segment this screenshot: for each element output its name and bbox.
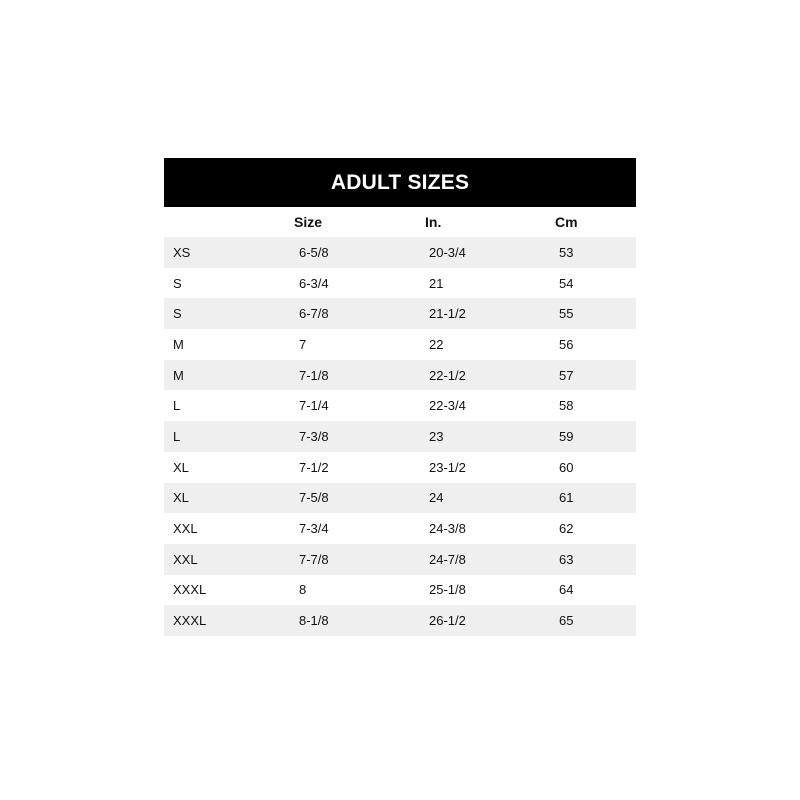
size-label-cell: L xyxy=(173,428,181,444)
table-row xyxy=(164,575,636,606)
hat-size-cell: 7-7/8 xyxy=(299,551,329,567)
size-label-cell: S xyxy=(173,306,182,322)
hat-size-cell: 7-3/8 xyxy=(299,428,329,444)
table-row xyxy=(164,390,636,421)
cm-cell: 53 xyxy=(559,244,574,260)
size-label-cell: M xyxy=(173,336,184,352)
size-label-cell: XXXL xyxy=(173,582,207,598)
cm-cell: 65 xyxy=(559,613,574,629)
table-row xyxy=(164,544,636,575)
cm-cell: 58 xyxy=(559,398,574,414)
size-label-cell: XL xyxy=(173,490,189,506)
table-row xyxy=(164,513,636,544)
cm-cell: 63 xyxy=(559,551,574,567)
size-label-cell: XS xyxy=(173,244,191,260)
inches-cell: 23-1/2 xyxy=(429,459,466,475)
hat-size-cell: 6-3/4 xyxy=(299,275,329,291)
table-row xyxy=(164,237,636,268)
cm-cell: 64 xyxy=(559,582,574,598)
inches-cell: 24-3/8 xyxy=(429,521,466,537)
cm-cell: 59 xyxy=(559,428,574,444)
inches-cell: 23 xyxy=(429,428,444,444)
hat-size-cell: 6-7/8 xyxy=(299,306,329,322)
size-label-cell: L xyxy=(173,398,181,414)
size-label-cell: S xyxy=(173,275,182,291)
size-label-cell: XXXL xyxy=(173,613,207,629)
inches-cell: 20-3/4 xyxy=(429,244,466,260)
inches-cell: 22-1/2 xyxy=(429,367,466,383)
hat-size-cell: 7-1/4 xyxy=(299,398,329,414)
size-label-cell: XXL xyxy=(173,521,198,537)
size-label-cell: XXL xyxy=(173,551,198,567)
inches-cell: 24 xyxy=(429,490,444,506)
inches-cell: 22 xyxy=(429,336,444,352)
chart-title: ADULT SIZES xyxy=(164,158,636,207)
inches-cell: 21-1/2 xyxy=(429,306,466,322)
cm-cell: 54 xyxy=(559,275,574,291)
inches-cell: 21 xyxy=(429,275,444,291)
hat-size-cell: 7 xyxy=(299,336,307,352)
hat-size-cell: 7-1/2 xyxy=(299,459,329,475)
inches-cell: 26-1/2 xyxy=(429,613,466,629)
table-row xyxy=(164,360,636,391)
inches-cell: 25-1/8 xyxy=(429,582,466,598)
hat-size-cell: 7-5/8 xyxy=(299,490,329,506)
table-row xyxy=(164,421,636,452)
table-body xyxy=(164,237,636,636)
hat-size-cell: 7-3/4 xyxy=(299,521,329,537)
table-row xyxy=(164,268,636,299)
cm-cell: 55 xyxy=(559,306,574,322)
table-row xyxy=(164,329,636,360)
cm-cell: 57 xyxy=(559,367,574,383)
inches-cell: 24-7/8 xyxy=(429,551,466,567)
table-row xyxy=(164,483,636,514)
hat-size-cell: 8-1/8 xyxy=(299,613,329,629)
header-size: Size xyxy=(294,214,323,230)
size-chart xyxy=(164,158,636,636)
cm-cell: 61 xyxy=(559,490,574,506)
header-cm: Cm xyxy=(555,214,578,230)
size-label-cell: XL xyxy=(173,459,189,475)
inches-cell: 22-3/4 xyxy=(429,398,466,414)
table-row xyxy=(164,452,636,483)
header-inches: In. xyxy=(425,214,442,230)
table-header xyxy=(164,207,636,237)
hat-size-cell: 7-1/8 xyxy=(299,367,329,383)
cm-cell: 56 xyxy=(559,336,574,352)
table-row xyxy=(164,605,636,636)
table-row xyxy=(164,298,636,329)
hat-size-cell: 6-5/8 xyxy=(299,244,329,260)
hat-size-cell: 8 xyxy=(299,582,307,598)
cm-cell: 62 xyxy=(559,521,574,537)
size-label-cell: M xyxy=(173,367,184,383)
cm-cell: 60 xyxy=(559,459,574,475)
